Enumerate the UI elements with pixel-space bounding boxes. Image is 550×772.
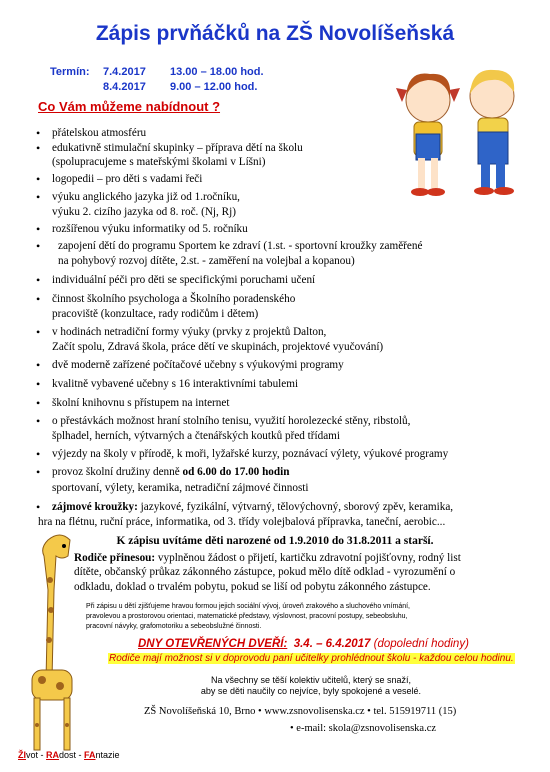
info-line-3: pracovní návyky, grafomotoriku a sebeobslužné činnosti. bbox=[86, 623, 262, 630]
parents-section bbox=[74, 551, 524, 566]
email-line: • e-mail: skola@zsnovolisenska.cz bbox=[290, 723, 437, 734]
motto-rest-1: vot - bbox=[26, 750, 47, 760]
bullet: • bbox=[36, 414, 41, 428]
list-item: výuku anglického jazyka již od 1.ročníku, bbox=[52, 191, 240, 203]
open-days-label: DNY OTEVŘENÝCH DVEŘÍ: bbox=[138, 638, 288, 650]
druzina-text: provoz školní družiny denně bbox=[52, 466, 180, 478]
list-item: výuku 2. cizího jazyka od 8. roč. (Nj, Rj) bbox=[52, 206, 236, 218]
list-item: přátelskou atmosféru bbox=[52, 127, 147, 139]
bullet: • bbox=[36, 190, 41, 204]
motto bbox=[18, 750, 120, 760]
closing-line-1: Na všechny se těší kolektiv učitelů, který se snaží, bbox=[210, 675, 412, 685]
motto-cap-1: ŽI bbox=[18, 750, 26, 760]
list-item: (spolupracujeme s mateřskými školami v Líšni) bbox=[52, 156, 266, 168]
list-item: sportovaní, výlety, keramika, netradiční zájmové činnosti bbox=[52, 482, 309, 494]
open-days-sub: Rodiče mají možnost si v doprovodu paní učitelky prohlédnout školu - každou celou hodinu. bbox=[109, 653, 514, 664]
bullet: • bbox=[36, 239, 41, 253]
bullet: • bbox=[36, 141, 41, 155]
druzina-hours: od 6.00 do 17.00 hodin bbox=[182, 466, 290, 478]
list-item: šplhadel, herních, výtvarných a čtenářských koutků před třídami bbox=[52, 430, 340, 442]
bullet: • bbox=[36, 396, 41, 410]
bullet: • bbox=[36, 126, 41, 140]
list-item: pracoviště (konzultace, rady rodičům i dětem) bbox=[52, 308, 259, 320]
list-item: zapojení dětí do programu Sportem ke zdraví (1.st. - sportovní kroužky zaměřené bbox=[58, 240, 423, 252]
info-line-1: Při zápisu u dětí zjišťujeme hravou formou jejich sociální vývoj, úroveň zrakového a sluchového vnímání, bbox=[86, 603, 411, 610]
bullet: • bbox=[36, 358, 41, 372]
list-item: individuální péči pro děti se specifickými poruchami učení bbox=[52, 274, 316, 286]
list-item: kvalitně vybavené učebny s 16 interaktivními tabulemi bbox=[52, 378, 299, 390]
list-item: o přestávkách možnost hraní stolního tenisu, využití horolezecké stěny, ribstolů, bbox=[52, 415, 411, 427]
bullet: • bbox=[36, 465, 41, 479]
bullet: • bbox=[36, 447, 41, 461]
bullet: • bbox=[36, 377, 41, 391]
parents-line-1: vyplněnou žádost o přijetí, kartičku zdravotní pojišťovny, rodný list bbox=[157, 552, 461, 564]
term-time-1: 13.00 – 18.00 hod. bbox=[170, 66, 264, 78]
offer-heading: Co Vám můžeme nabídnout ? bbox=[38, 99, 221, 114]
enrollment-notice: K zápisu uvítáme děti narozené od 1.9.2010 do 31.8.2011 a starší. bbox=[116, 535, 434, 547]
list-item bbox=[52, 500, 522, 515]
parents-line-2: dítěte, občanský průkaz zákonného zástupce, pokud mělo dítě odklad - vyrozumění o bbox=[74, 566, 456, 578]
list-item: výjezdy na školy v přírodě, k moři, lyžařské kurzy, poznávací výlety, výukové programy bbox=[52, 448, 449, 460]
list-item: v hodinách netradiční formy výuky (prvky z projektů Dalton, bbox=[52, 326, 327, 338]
term-label: Termín: bbox=[50, 66, 90, 78]
motto-rest-3: ntazie bbox=[95, 750, 120, 760]
motto-cap-2: RA bbox=[46, 750, 60, 760]
bullet: • bbox=[36, 325, 41, 339]
list-item: edukativně stimulační skupinky – příprava dětí na školu bbox=[52, 142, 303, 154]
bullet: • bbox=[36, 222, 41, 236]
bullet: • bbox=[36, 500, 41, 514]
info-line-2: pravolevou a prostorovou orientaci, matematické představy, výslovnost, pracovní postupy, sebeobsluhu, bbox=[86, 613, 408, 620]
list-item: hra na flétnu, ruční práce, informatika, od 3. třídy volejbalová přípravka, taneční, aerobic... bbox=[38, 516, 446, 528]
list-item: dvě moderně zařízené počítačové učebny s výukovými programy bbox=[52, 359, 344, 371]
krouzky-label: zájmové kroužky: bbox=[52, 501, 138, 513]
list-item: činnost školního psychologa a Školního poradenského bbox=[52, 293, 296, 305]
bullet: • bbox=[36, 292, 41, 306]
motto-cap-3: FA bbox=[84, 750, 96, 760]
open-days bbox=[138, 638, 469, 650]
list-item bbox=[52, 465, 522, 480]
list-item: školní knihovnu s přístupem na internet bbox=[52, 397, 230, 409]
list-item: rozšířenou výuku informatiky od 5. ročníku bbox=[52, 223, 248, 235]
open-days-dates: 3.4. – 6.4.2017 bbox=[293, 638, 371, 650]
list-item: logopedii – pro děti s vadami řeči bbox=[52, 173, 203, 185]
term-date-1: 7.4.2017 bbox=[103, 66, 146, 78]
bullet: • bbox=[36, 273, 41, 287]
parents-line-3: odkladu, doklad o trvalém pobytu, pokud se liší od pobytu zákonného zástupce. bbox=[74, 581, 431, 593]
contact-line: ZŠ Novolíšeňská 10, Brno • www.zsnovolisenska.cz • tel. 515919711 (15) bbox=[144, 706, 457, 717]
krouzky-text: jazykové, fyzikální, výtvarný, tělovýchovný, sborový zpěv, keramika, bbox=[140, 501, 454, 513]
term-date-2: 8.4.2017 bbox=[103, 81, 146, 93]
term-time-2: 9.00 – 12.00 hod. bbox=[170, 81, 258, 93]
list-item: na pohybový rozvoj dítěte, 2.st. - zaměření na volejbal a kopanou) bbox=[58, 255, 355, 267]
list-item: Začít spolu, Zdravá škola, práce dětí ve skupinách, projektové vyučování) bbox=[52, 341, 384, 353]
motto-rest-2: dost - bbox=[59, 750, 85, 760]
page-title: Zápis prvňáčků na ZŠ Novolíšeňská bbox=[95, 22, 455, 45]
open-days-note: (dopolední hodiny) bbox=[373, 638, 469, 650]
parents-label: Rodiče přinesou: bbox=[74, 552, 156, 564]
closing-line-2: aby se děti naučily co nejvíce, byly spokojené a veselé. bbox=[200, 686, 422, 696]
bullet: • bbox=[36, 172, 41, 186]
